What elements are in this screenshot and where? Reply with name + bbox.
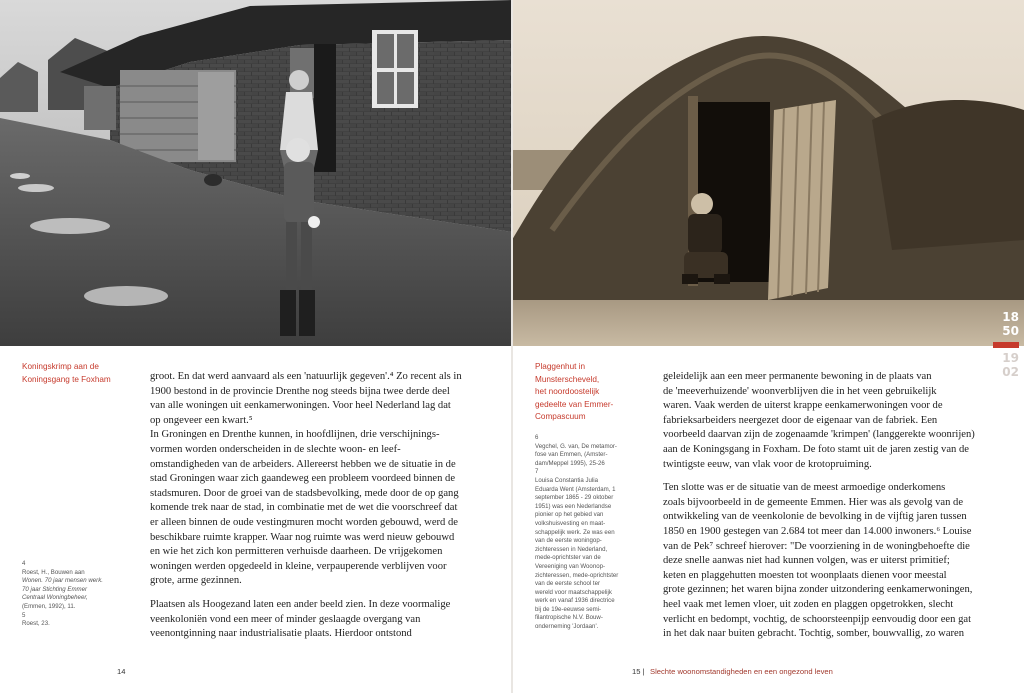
body-line: fabrieksarbeiders neergezet door de eigenaar van de fabriek. Een: [663, 414, 938, 426]
photo-plaggenhut: [512, 0, 1024, 346]
footnote-line: Vereeniging van Woonop-: [535, 562, 606, 570]
body-line: grote gezinnen; het waren bijna zonder uitzondering eenkamerwoningen,: [663, 584, 973, 596]
footnote-line: wereld voor maatschappelijk: [535, 588, 612, 596]
footnote-line: Eduarda Went (Amsterdam, 1: [535, 485, 616, 493]
photo-koningskrimp-image: [0, 0, 512, 346]
footnote-line: Wonen. 70 jaar mensen werk.: [22, 577, 103, 585]
footnote-line: mede-oprichtster van de: [535, 554, 601, 562]
year-start-decade: 50: [1002, 324, 1019, 338]
body-line: in het dak naar buiten gebracht. Tochtig, somber, bouwvallig, zo waren: [663, 628, 965, 640]
footnote-line: Roest, H., Bouwen aan: [22, 568, 85, 576]
body-line: veenkoloniën vond een meer of minder geslaagde overgang van: [150, 613, 421, 625]
footnote-line: Centraal Woningbeheer,: [22, 594, 88, 602]
body-line: Ten slotte was er de situatie van de meest armoedige onderkomens: [663, 482, 946, 494]
page-number-left: 14: [117, 667, 126, 676]
body-line: Plaatsen als Hoogezand laten een ander beeld zien. In deze voormalige: [150, 598, 451, 610]
body-line: heel vaak met lemen vloer, uit zoden en plaggen opgetrokken, slecht: [663, 598, 954, 610]
footnote-line: Roest, 23.: [22, 620, 50, 628]
body-line: van de Pek⁷ schreef hierover: "De voorziening in de woningbehoefte die: [663, 540, 970, 552]
footnote-line: (Emmen, 1992), 11.: [22, 602, 76, 610]
body-line: aan de Koningsgang in Foxham. De foto stamt uit de jaren zestig van de: [663, 443, 969, 455]
footnote-line: pionier op het gebied van: [535, 511, 604, 519]
body-line: groot. En dat werd aanvaard als een 'natuurlijk gegeven'.⁴ Zo recent als in: [150, 371, 462, 382]
body-line: er alleen binnen de oude vestingmuren mocht worden gebouwd, werd de: [150, 516, 459, 528]
body-line: waren. Vaak werden de uiterst krappe eenkamerwoningen voor de: [663, 400, 943, 412]
body-line: deze snelle aanwas niet had kunnen volgen, was er uiterst primitief;: [663, 555, 950, 567]
footnote-line: dam/Meppel 1995), 25-26: [535, 459, 605, 467]
caption-right-line: Plaggenhut in: [535, 362, 586, 371]
body-line: woningen werden opgedeeld in kleine, verpauperende verblijven voor: [150, 560, 447, 572]
body-line: komende trek naar de stad, in combinatie met de wet die voorschreef dat: [150, 502, 458, 514]
footnotes-left: [22, 560, 103, 629]
body-line: vormen worden onderscheiden in de slechte woon- en leef-: [150, 443, 401, 455]
footnote-number: 6: [535, 434, 539, 441]
footnote-line: bij de 19e-eeuwse semi-: [535, 605, 602, 613]
body-line: van alle woningen uit eenkamerwoningen. Voor heel Nederland lag dat: [150, 400, 451, 412]
body-line: verlicht en bedompt, vochtig, de schoorsteenpijp eenvoudig door een gat: [663, 613, 972, 625]
footnote-line: Louisa Constantia Julia: [535, 476, 599, 484]
year-end-decade: 02: [1002, 365, 1019, 379]
body-line: beschikbare ruimte krapper. Waar nog ruimte was werd nieuw gebouwd: [150, 531, 455, 543]
body-line: ontwikkeling van de veenkolonie de bevolking in de vijftig jaren tussen: [663, 511, 967, 523]
footnote-line: volkshuisvesting en maat-: [535, 519, 606, 527]
footnote-line: zichteressen, mede-oprichtster van de eerste school ter: [535, 571, 619, 588]
caption-left-line: Koningsgang te Foxham: [22, 374, 111, 384]
footnote-line: van de eerste woningop-: [535, 537, 602, 545]
footnote-line: zichteressen in Nederland,: [535, 545, 608, 553]
footnote-line: werk en vanaf 1936 directrice: [535, 597, 615, 605]
photo-plaggenhut-image: [512, 0, 1024, 346]
body-line: geleidelijk aan een meer permanente bewoning in de plaats van: [663, 371, 932, 382]
body-line: voorbeeld daarvan zijn de zogenaamde 'krimpen' (langgerekte woonrijen): [663, 429, 975, 441]
body-line: stad Groningen waar zich gaandeweg een probleem voordeed binnen de: [150, 473, 456, 485]
body-line: op ongeveer een kwart.⁵: [150, 414, 253, 426]
body-right: [663, 370, 975, 642]
body-line: stadsmuren. Door de groei van de stadsbevolking, mede door de op gang: [150, 487, 459, 499]
body-line: veenontginning naar industrialisatie plaats. Hierdoor ontstond: [150, 628, 412, 640]
body-line: en wie het zich kon permitteren verhuisde daarheen. De vrijgekomen: [150, 546, 443, 558]
footnote-line: Vegchel, G. van, De metamor-: [535, 442, 617, 450]
footnote-line: filantropische N.V. Bouw-: [535, 614, 603, 622]
footnote-number: 5: [22, 611, 26, 619]
year-start-century: 18: [1002, 310, 1019, 324]
footnote-line: 1951) was een Nederlandse: [535, 502, 612, 510]
caption-left-line: Koningskrimp aan de: [22, 362, 99, 371]
page-number-right: 15 |: [632, 667, 645, 676]
running-head: Slechte woonomstandigheden en een ongezond leven: [650, 667, 833, 676]
photo-koningskrimp: [0, 0, 512, 346]
footnote-number: 4: [22, 560, 26, 567]
body-line: omstandigheden van de arbeiders. Allereerst hebben we de situatie in de: [150, 458, 456, 470]
year-end-century: 19: [1002, 351, 1019, 365]
year-range-marker: [993, 310, 1019, 379]
footnote-number: 7: [535, 468, 539, 476]
footnote-line: 70 jaar Stichting Emmer: [22, 585, 88, 593]
body-line: In Groningen en Drenthe kunnen, in hoofdlijnen, drie verschijnings-: [150, 429, 440, 441]
body-line: de 'meeverhuizende' woonverblijven die in het veen gebruikelijk: [663, 385, 937, 397]
caption-right-line: Compascuum: [535, 412, 586, 422]
body-line: keten en plaggehutten moesten tot woonplaats dienen voor meestal: [663, 569, 947, 581]
page-gutter: [511, 0, 513, 693]
body-line: 1900 bestond in de provincie Drenthe nog steeds bijna twee derde deel: [150, 385, 450, 397]
footnote-line: schappelijk werk. Ze was een: [535, 528, 615, 536]
caption-right-line: Munsterscheveld,: [535, 374, 600, 384]
body-line: 1850 en 1900 gestegen van 2.684 tot meer dan 14.000 inwoners.⁶ Louise: [663, 525, 972, 537]
caption-right-line: gedeelte van Emmer-: [535, 399, 614, 409]
body-line: grote, arme gezinnen.: [150, 575, 242, 587]
footnote-line: september 1865 - 29 oktober: [535, 494, 614, 502]
caption-right-line: het noordoostelijk: [535, 387, 600, 397]
caption-right: [535, 361, 613, 424]
footnote-line: fose van Emmen, (Amster-: [535, 451, 608, 459]
year-marker-bar: [993, 342, 1019, 348]
body-line: zoals bijvoorbeeld in de gemeente Emmen. Hier was als gevolg van de: [663, 496, 964, 508]
body-line: twintigste eeuw, van vlak voor de krotopruiming.: [663, 458, 872, 470]
body-left: [150, 370, 462, 642]
footnote-line: onderneming 'Jordaan'.: [535, 623, 599, 631]
caption-left: [22, 361, 111, 386]
footnotes-right: [535, 434, 623, 632]
